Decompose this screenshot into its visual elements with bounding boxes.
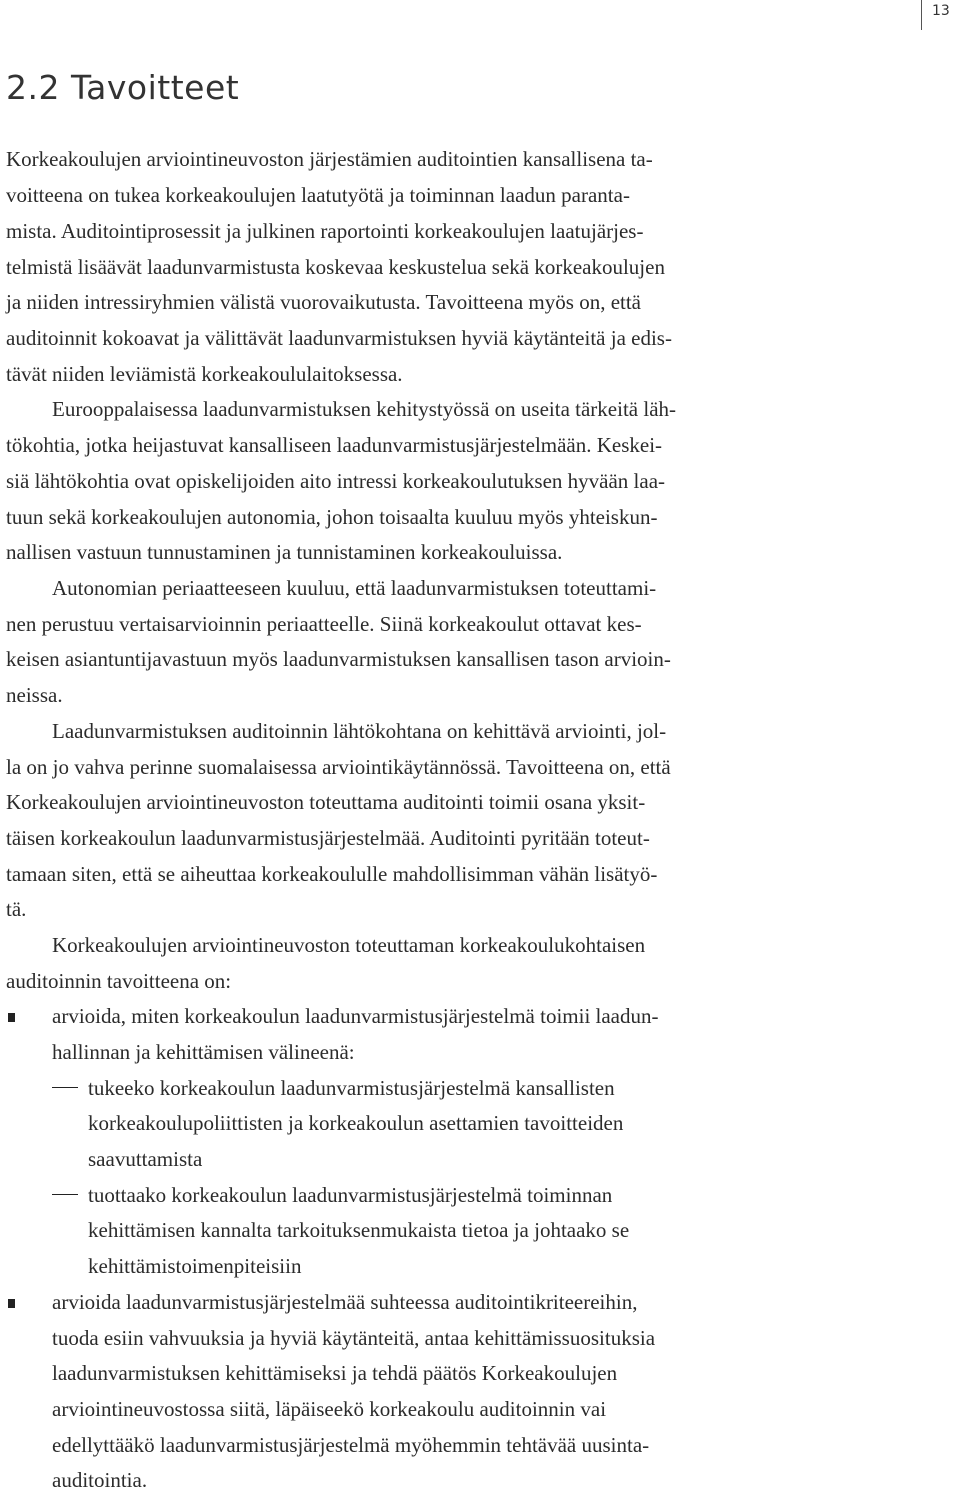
dash-bullet-icon — [52, 1194, 78, 1195]
bullet-square-icon — [8, 1013, 15, 1022]
text-line: Korkeakoulujen arviointineuvoston toteuttaman korkeakoulukohtaisen — [52, 933, 646, 957]
text-line: voitteena on tukea korkeakoulujen laatutyötä ja toiminnan laadun paranta- — [6, 183, 630, 207]
text-line: tä. — [6, 897, 27, 921]
text-line: täisen korkeakoulun laadunvarmistusjärjestelmää. Auditointi pyritään toteut- — [6, 826, 650, 850]
list-item-line: tuoda esiin vahvuuksia ja hyviä käytänteitä, antaa kehittämissuosituksia — [52, 1326, 656, 1350]
text-line: mista. Auditointiprosessit ja julkinen raportointi korkeakoulujen laatujärjes- — [6, 219, 644, 243]
text-line: tävät niiden leviämistä korkeakoululaitoksessa. — [6, 362, 403, 386]
list-item-line: arviointineuvostossa siitä, läpäiseekö korkeakoulu auditoinnin vai — [52, 1397, 607, 1421]
sublist-item-line: tukeeko korkeakoulun laadunvarmistusjärjestelmä kansallisten — [88, 1076, 615, 1100]
section-heading: 2.2 Tavoitteet — [6, 68, 240, 107]
dash-bullet-icon — [52, 1087, 78, 1088]
text-line: keisen asiantuntijavastuun myös laadunvarmistuksen kansallisen tason arvioin- — [6, 647, 671, 671]
list-item-line: edellyttääkö laadunvarmistusjärjestelmä myöhemmin tehtävää uusinta- — [52, 1433, 650, 1457]
text-line: Laadunvarmistuksen auditoinnin lähtökohtana on kehittävä arviointi, jol- — [52, 719, 667, 743]
text-line: nallisen vastuun tunnustaminen ja tunnistaminen korkeakouluissa. — [6, 540, 563, 564]
header-rule — [921, 0, 922, 30]
text-line: la on jo vahva perinne suomalaisessa arviointikäytännössä. Tavoitteena on, että — [6, 755, 671, 779]
sublist-item-line: kehittämistoimenpiteisiin — [88, 1254, 302, 1278]
list-item-line: arvioida, miten korkeakoulun laadunvarmistusjärjestelmä toimii laadun- — [52, 1004, 659, 1028]
sublist-item-line: kehittämisen kannalta tarkoituksenmukaista tietoa ja johtaako se — [88, 1218, 630, 1242]
bullet-square-icon — [8, 1299, 15, 1308]
text-line: Eurooppalaisessa laadunvarmistuksen kehitystyössä on useita tärkeitä läh- — [52, 397, 677, 421]
text-line: Korkeakoulujen arviointineuvoston järjestämien auditointien kansallisena ta- — [6, 147, 653, 171]
text-line: tamaan siten, että se aiheuttaa korkeakoululle mahdollisimman vähän lisätyö- — [6, 862, 658, 886]
list-item-line: arvioida laadunvarmistusjärjestelmää suhteessa auditointikriteereihin, — [52, 1290, 638, 1314]
sublist-item-line: korkeakoulupoliittisten ja korkeakoulun asettamien tavoitteiden — [88, 1111, 624, 1135]
text-line: Korkeakoulujen arviointineuvoston toteuttama auditointi toimii osana yksit- — [6, 790, 646, 814]
list-item-line: laadunvarmistuksen kehittämiseksi ja tehdä päätös Korkeakoulujen — [52, 1361, 618, 1385]
page-number: 13 — [932, 3, 950, 19]
text-line: tökohtia, jotka heijastuvat kansalliseen laadunvarmistusjärjestelmään. Keskei- — [6, 433, 663, 457]
text-line: auditoinnit kokoavat ja välittävät laadunvarmistuksen hyviä käytänteitä ja edis- — [6, 326, 672, 350]
text-line: nen perustuu vertaisarvioinnin periaatteelle. Siinä korkeakoulut ottavat kes- — [6, 612, 642, 636]
text-line: telmistä lisäävät laadunvarmistusta koskevaa keskustelua sekä korkeakoulujen — [6, 255, 665, 279]
text-line: siä lähtökohtia ovat opiskelijoiden aito intressi korkeakoulutuksen hyvään laa- — [6, 469, 666, 493]
list-item-line: hallinnan ja kehittämisen välineenä: — [52, 1040, 355, 1064]
text-line: tuun sekä korkeakoulujen autonomia, johon toisaalta kuuluu myös yhteiskun- — [6, 505, 658, 529]
text-line: ja niiden intressiryhmien välistä vuorovaikutusta. Tavoitteena myös on, että — [6, 290, 642, 314]
list-item-line: auditointia. — [52, 1468, 148, 1492]
sublist-item-line: saavuttamista — [88, 1147, 203, 1171]
sublist-item-line: tuottaako korkeakoulun laadunvarmistusjärjestelmä toiminnan — [88, 1183, 613, 1207]
text-line: auditoinnin tavoitteena on: — [6, 969, 232, 993]
text-line: Autonomian periaatteeseen kuuluu, että laadunvarmistuksen toteuttami- — [52, 576, 657, 600]
text-line: neissa. — [6, 683, 63, 707]
